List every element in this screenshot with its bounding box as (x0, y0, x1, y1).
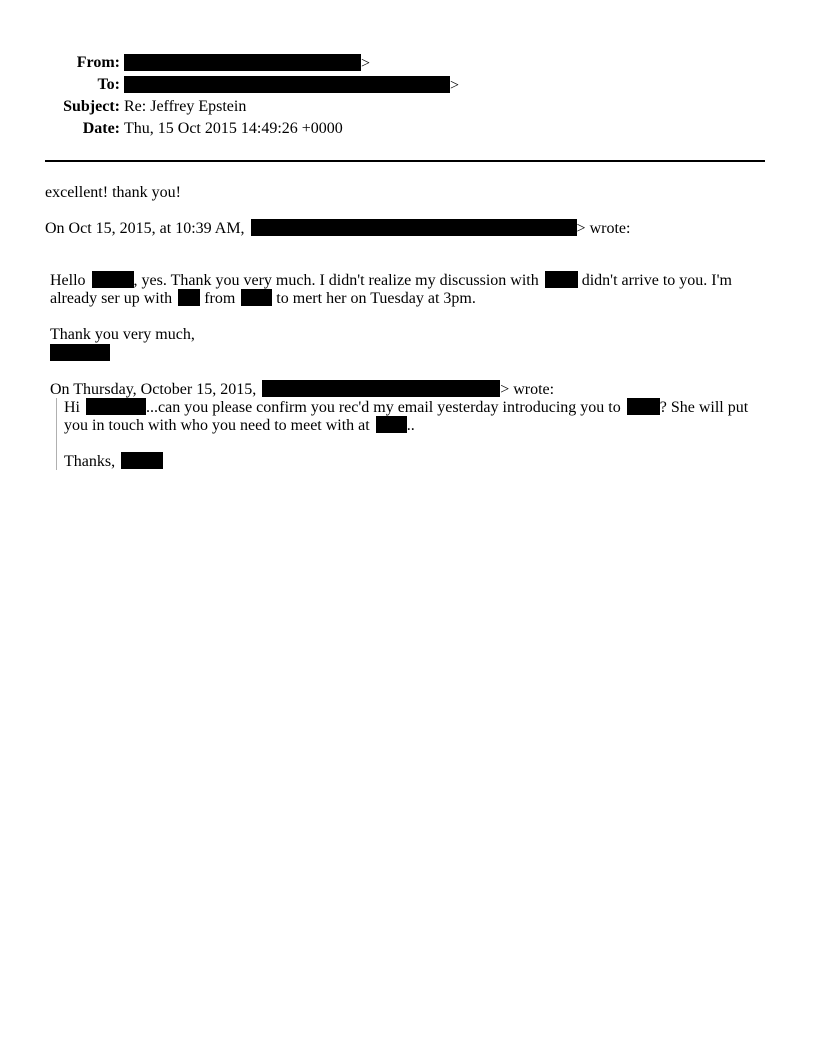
msg2-seg1: , yes. Thank you very much. I didn't realize my discussion with (133, 272, 539, 289)
attribution-1-post: > wrote: (576, 220, 631, 237)
attribution-1 (45, 219, 630, 238)
subject-label: Subject: (63, 98, 120, 115)
redaction-block (545, 271, 578, 288)
msg2-hello: Hello (50, 272, 86, 289)
redaction-block (92, 271, 134, 288)
redaction-block (262, 380, 500, 397)
reply-text: excellent! thank you! (45, 184, 181, 201)
msg3-seg2: ? She will put (659, 399, 749, 416)
redaction-block (121, 452, 163, 469)
msg2-seg4: from (204, 290, 236, 307)
redaction-block (124, 76, 450, 93)
msg3-seg1: ...can you please confirm you rec'd my email yesterday introducing you to (146, 399, 621, 416)
message-2-line-1 (50, 271, 732, 290)
redaction-block (50, 344, 110, 361)
from-tail: > (361, 55, 371, 72)
msg3-hi: Hi (64, 399, 80, 416)
to-tail: > (450, 77, 460, 94)
redaction-block (627, 398, 660, 415)
msg3-thanks-text: Thanks, (64, 453, 116, 470)
attribution-2 (50, 380, 554, 399)
redaction-block (178, 289, 200, 306)
message-3-thanks (64, 452, 163, 471)
message-3-line-2 (64, 416, 415, 435)
msg2-seg3: already ser up with (50, 290, 173, 307)
redaction-block (124, 54, 361, 71)
from-label: From: (76, 54, 120, 71)
attribution-2-pre: On Thursday, October 15, 2015, (50, 381, 257, 398)
redaction-block (241, 289, 272, 306)
redaction-block (251, 219, 577, 236)
header-divider (45, 160, 765, 162)
message-2-signature (50, 344, 110, 363)
message-2-closing: Thank you very much, (50, 326, 195, 343)
redaction-block (86, 398, 146, 415)
message-2-line-2 (50, 289, 476, 308)
redaction-block (376, 416, 407, 433)
msg3-seg3: you in touch with who you need to meet with at (64, 417, 370, 434)
to-label: To: (97, 76, 120, 93)
attribution-1-pre: On Oct 15, 2015, at 10:39 AM, (45, 220, 245, 237)
msg2-seg2: didn't arrive to you. I'm (581, 272, 732, 289)
date-value: Thu, 15 Oct 2015 14:49:26 +0000 (124, 120, 343, 137)
quote-bar (56, 398, 57, 470)
msg3-seg4: .. (406, 417, 415, 434)
msg2-seg5: to mert her on Tuesday at 3pm. (276, 290, 476, 307)
subject-value: Re: Jeffrey Epstein (124, 98, 247, 115)
date-label: Date: (82, 120, 120, 137)
message-3-line-1 (64, 398, 748, 417)
to-value (124, 76, 459, 95)
attribution-2-post: > wrote: (500, 381, 555, 398)
from-value (124, 54, 370, 73)
